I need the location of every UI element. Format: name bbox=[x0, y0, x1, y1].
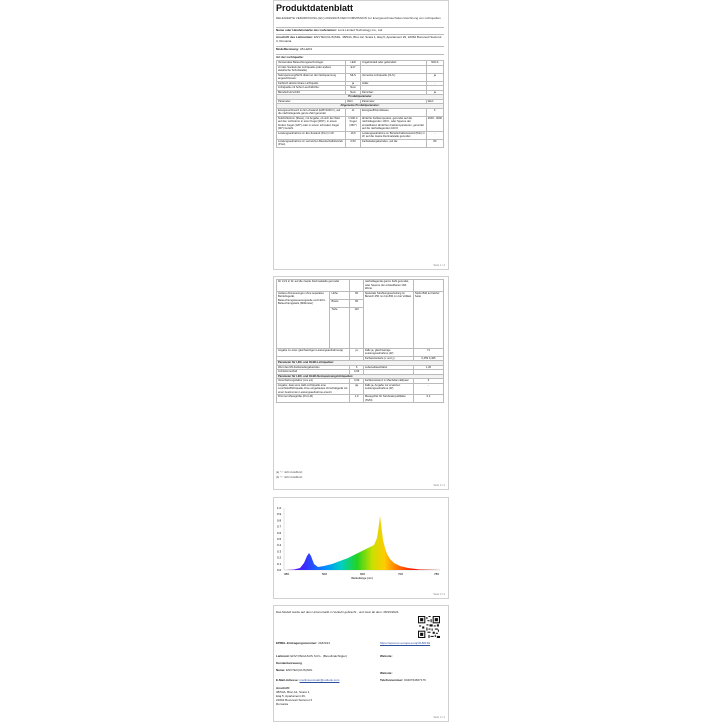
y-tick: 0.5 bbox=[277, 537, 282, 541]
table-cell: Nutzlichtstrom (Φuse), mit Angabe, ob sich der Wert auf den Lichtstrom in einer Kegel (360°), in einem breiten Kegel (120°) oder in einem schmalen Kegel (90°) bezieht bbox=[277, 116, 346, 131]
footnote-a: (a) "-": nicht zutreffend; bbox=[276, 471, 303, 474]
email-label: E-Mail-Adresse: bbox=[276, 678, 299, 682]
table-cell: Farbwiedergabeindex, auf die bbox=[361, 139, 427, 147]
website-label-text: Website: bbox=[380, 654, 393, 658]
website-label bbox=[380, 654, 392, 658]
email-row bbox=[276, 678, 339, 682]
table-cell bbox=[426, 65, 443, 73]
table-cell: NDLS bbox=[426, 61, 443, 66]
supplier-row bbox=[276, 27, 444, 32]
email-link[interactable]: martinsuomsatr@outlook.com bbox=[299, 678, 340, 682]
address-block bbox=[276, 686, 312, 706]
table-cell: Angabe zu einer gleichwertigen Leistungsaufnahme(a) bbox=[277, 348, 350, 356]
address-row bbox=[276, 34, 444, 43]
table-cell: Farbkonsistenz in MacAdam-Ellipsen bbox=[363, 379, 413, 384]
y-tick: 0.3 bbox=[277, 549, 282, 554]
dimension-value: 60 bbox=[350, 291, 363, 299]
table-cell: Wert des R9-Farbwiedergabeindex bbox=[277, 365, 350, 370]
eprel-value: 2182194 bbox=[318, 641, 330, 645]
address-line: 22062 Bucuresti Sectorul 3 bbox=[276, 698, 313, 702]
table-cell: Falls ja, gleichwertige Leistungsaufnahme (W) bbox=[363, 348, 413, 356]
table-cell: 1,0 bbox=[350, 395, 363, 403]
y-tick: 0.1 bbox=[277, 561, 282, 566]
table-cell: Art des Sockels der Lichtquelle (oder andere elektrische Schnittstelle) bbox=[277, 65, 346, 73]
table-cell: Lichtquelle mit hoher Leuchtdichte: bbox=[277, 86, 346, 91]
column-header: Wert bbox=[346, 99, 361, 104]
table-cell: Netzspannung/Nicht direkt an der Netzspannung angeschlossen: bbox=[277, 73, 346, 81]
model-value: LB-LED3 bbox=[299, 47, 313, 51]
lightsource-section bbox=[276, 54, 444, 59]
eprel-link[interactable]: https://eprel.ec.europa.eu/qr/2182194 bbox=[380, 641, 431, 645]
table-cell: 0,50 bbox=[346, 139, 361, 147]
table-cell: ähnliche Farbtemperatur, gerundet auf die nächstliegenden 100 K, oder Spanne der einstellbaren ähnlichen Farbtemperaturen, gerundet auf die nächstliegenden 100 K bbox=[361, 116, 427, 131]
table-cell: Verschiebungsfaktor (cos φ1) bbox=[277, 379, 350, 384]
page-number: Seite 3 / 4 bbox=[433, 593, 445, 596]
table-cell: 80 bbox=[426, 139, 443, 147]
table-cell: 11 bbox=[346, 108, 361, 116]
address-value: ENVTEC(GUS)SRL, 38/54A, Bloc A2, Scara 1, Etaj 5, Apartament 29, 22062 Bucuresti Sectorul 3, Romania bbox=[276, 35, 442, 43]
table-cell: Lichtstromerhalt bbox=[277, 370, 350, 375]
qr-code[interactable] bbox=[418, 616, 440, 638]
table-cell: 6 bbox=[350, 365, 363, 370]
dimension-value: 60 bbox=[350, 299, 363, 307]
table-cell: Farbwertanteile (x und y) bbox=[363, 356, 413, 361]
address-line: 38/54A, Bloc A2, Scara 1, bbox=[276, 690, 311, 694]
lightsource-table bbox=[276, 60, 444, 148]
y-tick: 0.0 bbox=[277, 568, 282, 572]
table-row bbox=[277, 73, 444, 81]
model-row bbox=[276, 46, 444, 51]
y-tick: 0.9 bbox=[277, 512, 282, 517]
dimension-name: Tiefe bbox=[330, 307, 350, 348]
table-cell: 1,00 bbox=[413, 365, 443, 370]
table-cell: Lebensdauerfaktor bbox=[363, 365, 413, 370]
table-cell: 6 bbox=[413, 379, 443, 384]
table-cell: F bbox=[426, 108, 443, 116]
x-tick: 500 bbox=[322, 572, 328, 576]
spectrum-chart bbox=[274, 498, 448, 598]
table-cell: Nein bbox=[346, 90, 361, 95]
table-cell: 0,99 bbox=[350, 379, 363, 384]
section-header: Allgemeine Produktparameter: bbox=[277, 104, 444, 109]
section-header: Produktparameter bbox=[277, 95, 444, 100]
table-cell: Energieeffizienzklasse bbox=[361, 108, 427, 116]
table-cell: Vernetzte Lichtquelle (CLS): bbox=[361, 73, 427, 81]
table-cell: ja bbox=[426, 90, 443, 95]
parameters-table bbox=[276, 279, 444, 403]
table-cell: - bbox=[426, 81, 443, 86]
spectrum-curve bbox=[286, 516, 440, 570]
table-row bbox=[277, 348, 444, 356]
column-header: Wert bbox=[426, 99, 443, 104]
dimension-value: 110 bbox=[350, 307, 363, 348]
table-cell: 2000...3000 bbox=[426, 116, 443, 131]
table-cell: Farbisch abstimmbare Lichtquelle: bbox=[277, 81, 346, 86]
eprel-row bbox=[276, 641, 330, 645]
y-tick: 0.6 bbox=[277, 530, 282, 535]
page-title: Produktdatenblatt bbox=[276, 3, 354, 13]
table-cell: ja bbox=[346, 81, 361, 86]
table-cell bbox=[413, 280, 443, 292]
contact-heading bbox=[276, 661, 302, 665]
column-header: Parameter bbox=[361, 99, 427, 104]
datasheet-page-3 bbox=[273, 497, 449, 599]
table-cell: (a) bbox=[350, 383, 363, 395]
table-cell: Ungebündelt oder gebündelt: bbox=[361, 61, 427, 66]
table-cell: Leistungsaufnahme im Ein-Zustand (Pon) in W bbox=[277, 131, 346, 139]
page-number: Seite 4 / 4 bbox=[433, 716, 445, 719]
table-cell: Flimmer-Messgröße (Pst LM) bbox=[277, 395, 350, 403]
table-cell: Messgröße für Stroboskop-Effekte (SVM) bbox=[363, 395, 413, 403]
name-label: Name: bbox=[276, 668, 286, 672]
table-cell: 0,96 bbox=[350, 370, 363, 375]
page-number: Seite 2 / 4 bbox=[433, 484, 445, 487]
table-cell bbox=[361, 65, 427, 73]
datasheet-page-1 bbox=[273, 0, 449, 270]
address-line: Etaj 5, Apartament 29, bbox=[276, 694, 306, 698]
table-cell: Leistungsaufnahme im vernetzten Bereitschaftsbetrieb (Pnet) bbox=[277, 139, 346, 147]
regulation-text: DELEGIERTE VERORDNUNG (EU) 2019/2015 DER KOMMISSION zur Energieverbrauchskennzeichnung von Lichtquellen bbox=[276, 16, 441, 20]
table-cell: Blendschutzschild: bbox=[277, 90, 346, 95]
dimension-name: Höhe bbox=[330, 291, 350, 299]
table-cell: - bbox=[426, 131, 443, 139]
dimension-name: Breite bbox=[330, 299, 350, 307]
table-row bbox=[277, 280, 444, 292]
table-row bbox=[277, 395, 444, 403]
table-cell: 1 000 in Kugel (360°) bbox=[346, 116, 361, 131]
table-cell: Leistungsaufnahme im Bereitschaftszustand (Psb) in W, auf die zweite Dezimalstelle gerundet bbox=[362, 131, 425, 138]
table-cell: ja bbox=[426, 73, 443, 81]
table-cell: - bbox=[413, 383, 443, 395]
table-cell: Siehe Bild auf letzter Seite bbox=[413, 291, 443, 348]
table-cell: für CLS in W, auf die zweite Dezimalstelle gerundet bbox=[277, 280, 350, 292]
table-cell: 0,4 bbox=[413, 395, 443, 403]
datasheet-page-2 bbox=[273, 276, 449, 490]
lightsource-section-label: Art der Lichtquelle: bbox=[276, 55, 304, 59]
table-cell: MLS bbox=[346, 73, 361, 81]
table-cell bbox=[350, 280, 363, 292]
dimensions-label: Äußere Abmessungen ohne separates Betriebsgerät, Beleuchtungssteuerungsteile und Nicht-Beleuchtungsteile (Millimeter) bbox=[277, 291, 330, 348]
column-header: Parameter bbox=[277, 99, 346, 104]
page-number: Seite 1 / 4 bbox=[433, 264, 445, 267]
market-date-text: Das Modell wurde auf dem Unionsmarkt in Verkehr gebracht , und zwar ab dem: 28/10/2024 bbox=[276, 610, 399, 614]
phone-label: Telefonnummer: bbox=[380, 678, 404, 682]
section-header: Parameter für LED- und OLED-Netzspannungslichtquellen: bbox=[277, 374, 444, 379]
table-cell: 0,459 0,405 bbox=[413, 356, 443, 361]
table-row bbox=[277, 131, 444, 139]
table-cell: E17 bbox=[346, 65, 361, 73]
table-row bbox=[277, 65, 444, 73]
table-cell: Hülle: bbox=[361, 81, 427, 86]
contact-heading-text: Kundenbetreuung bbox=[276, 661, 302, 665]
x-axis-label: Wellenlänge (nm) bbox=[351, 576, 373, 580]
phone-value: 0040764667176 bbox=[404, 678, 426, 682]
table-cell: LED bbox=[346, 61, 361, 66]
supplier-value: Lumi-Limited Technology Co., Ltd. bbox=[337, 28, 384, 32]
supplier-label: Name oder Handelsmarke des Lieferanten: bbox=[276, 28, 337, 32]
website2-label bbox=[380, 671, 392, 675]
table-cell: 10,5 bbox=[346, 131, 361, 139]
table-row bbox=[277, 116, 444, 131]
table-row bbox=[277, 383, 444, 395]
table-cell: Nein bbox=[346, 86, 361, 91]
x-tick: 780 bbox=[434, 572, 440, 576]
table-cell: nächstliegende ganze Zahl gerundet, oder Spanne der einstellbaren CRI-Werte bbox=[363, 280, 413, 292]
supplier-row bbox=[276, 654, 347, 658]
table-cell: Angabe, dass eine LED-Lichtquelle eine Leuchtstofflichtquelle ohne eingebautes Vorschaltgerät mit einer bestimmten Leistungsaufnahme ersetzt bbox=[277, 383, 350, 395]
table-cell: Spektrale Strahlungsverteilung im Bereich 250 nm bis 800 nm bei Volllast bbox=[363, 291, 413, 348]
table-cell: Dimmbar: bbox=[361, 90, 427, 95]
name-value: ENVTEC(GUS)SRL bbox=[286, 668, 313, 672]
y-tick: 0.7 bbox=[277, 524, 282, 529]
section-header: Parameter für LED- und OLED-Lichtquellen: bbox=[277, 361, 444, 366]
y-tick: 0.4 bbox=[277, 543, 282, 548]
name-row bbox=[276, 668, 313, 672]
y-tick: 0.8 bbox=[277, 518, 282, 523]
table-row bbox=[277, 108, 444, 116]
table-cell: ja bbox=[350, 348, 363, 356]
address-line: Romania bbox=[276, 702, 289, 706]
supplier-label: Lieferant: bbox=[276, 654, 290, 658]
website2-label-text: Website: bbox=[380, 671, 393, 675]
table-cell: 71 bbox=[413, 348, 443, 356]
phone-row bbox=[380, 678, 426, 682]
eprel-label: EPREL-Eintragungsnummer: bbox=[276, 641, 318, 645]
supplier-value: ENVI PEGASUS S.R.L. (Bevollmächtigter) bbox=[290, 654, 348, 658]
table-cell: Falls ja, Angabe zur ersetzten Leistungsaufnahme (W) bbox=[363, 383, 413, 395]
model-label: Modellkennung: bbox=[276, 47, 299, 51]
table-row bbox=[277, 139, 444, 147]
x-tick: 600 bbox=[360, 572, 366, 576]
address-label: Anschrift des Lieferanten: bbox=[276, 35, 314, 39]
table-row bbox=[277, 291, 444, 299]
footnote-b: (b) "-": nicht zutreffend; bbox=[276, 476, 303, 479]
x-tick: 380 bbox=[284, 572, 290, 576]
table-cell: Energieverbrauch im Ein-Zustand (kWh/1000 h), auf die nächstliegende ganze Zahl gerundet bbox=[277, 108, 346, 116]
datasheet-page-4 bbox=[273, 605, 449, 722]
y-tick: 1.0 bbox=[277, 506, 282, 510]
y-axis-ticks bbox=[277, 506, 282, 572]
x-tick: 700 bbox=[398, 572, 404, 576]
table-cell: Verwendete Beleuchtungstechnologie: bbox=[277, 61, 346, 66]
y-tick: 0.2 bbox=[277, 555, 282, 560]
address-label: Anschrift: bbox=[276, 686, 291, 690]
